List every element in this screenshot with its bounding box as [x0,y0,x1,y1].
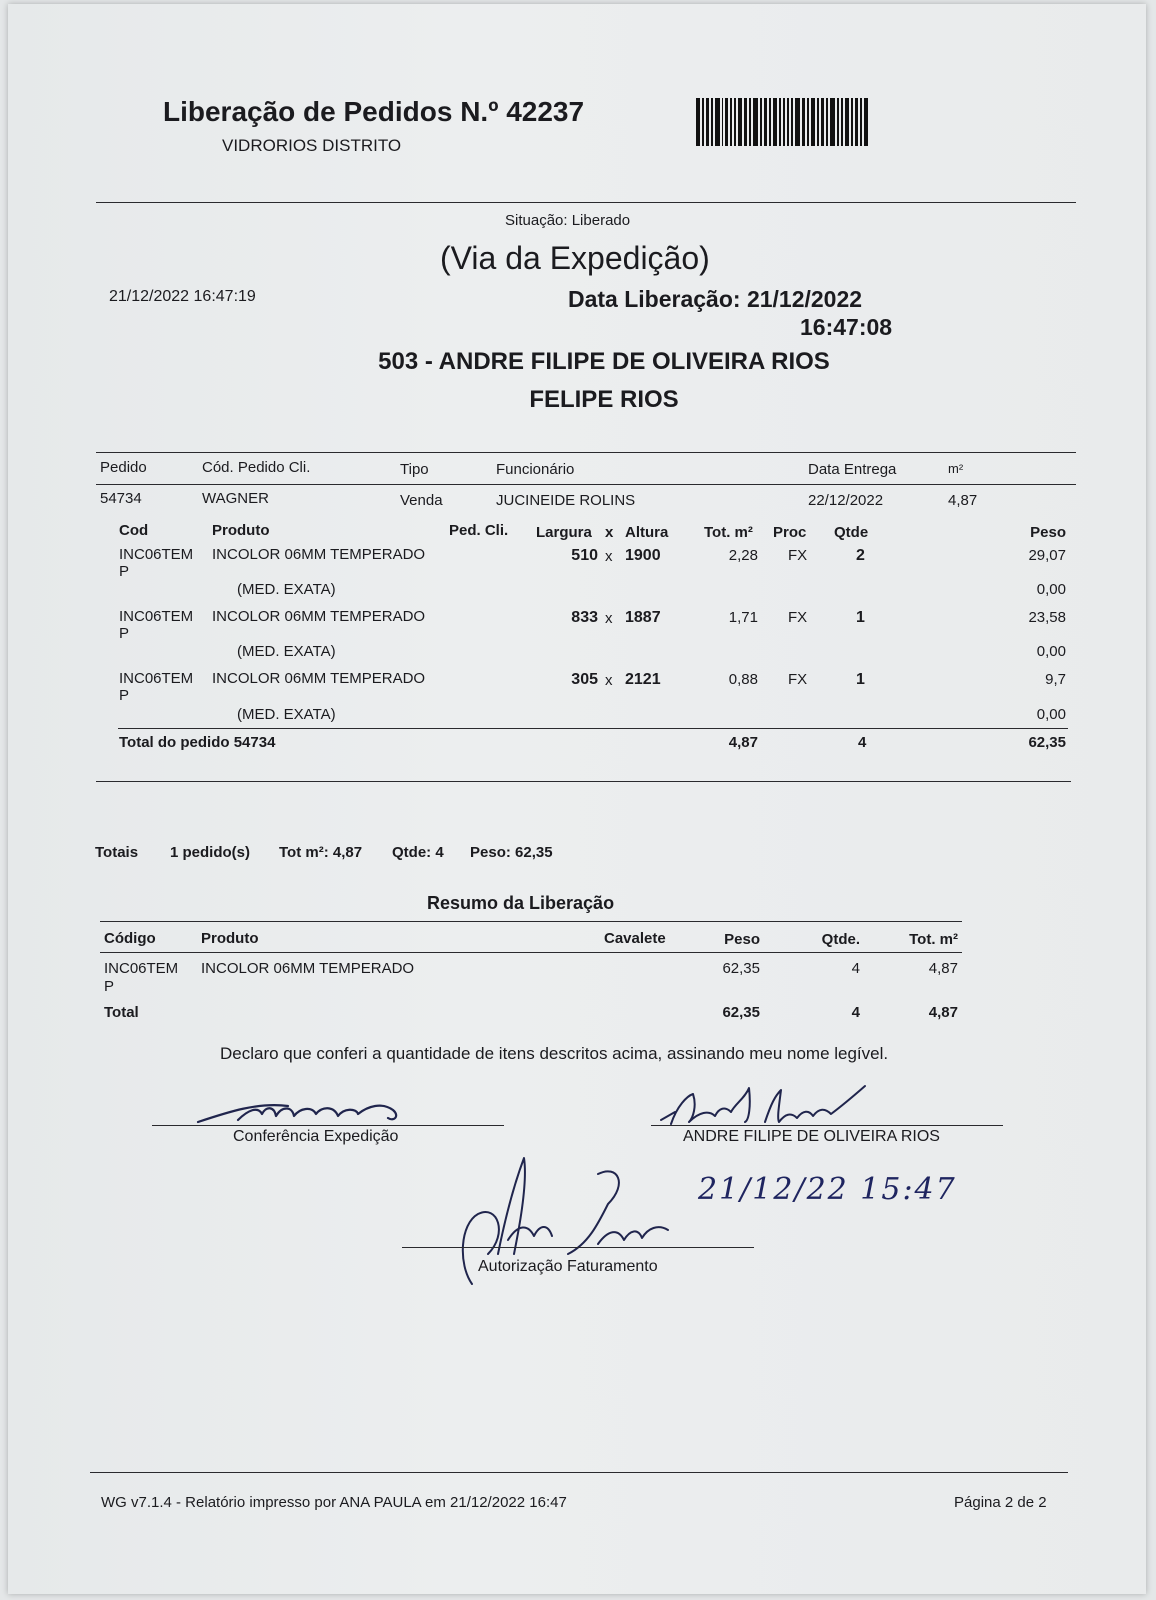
signature-line-left [152,1125,504,1126]
summary-title: Resumo da Liberação [427,893,615,913]
status-text: Situação: Liberado [505,212,631,229]
summary-total-qtde: 4 [851,1004,860,1021]
item-tot-m2: 1,71 [728,609,758,626]
item-largura: 833 [571,609,598,626]
summary-codigo-cont: P [104,978,115,995]
item-sub-peso: 0,00 [1036,643,1066,660]
order-tipo: Venda [400,492,443,509]
order-m2: 4,87 [948,492,978,509]
summary-codigo: INC06TEM [104,960,179,977]
signature-line-bottom [402,1247,754,1248]
copy-label: (Via da Expedição) [440,240,710,276]
summary-header-rule [100,952,962,953]
summary-qtde: 4 [851,960,860,977]
totals-pedidos: 1 pedido(s) [170,844,251,861]
item-cod-cont: P [119,625,130,642]
item-x: x [605,610,613,627]
order-table-top-rule [96,452,1076,453]
item-cod: INC06TEM [119,670,194,687]
order-total-label: Total do pedido 54734 [119,734,276,751]
footer-print-info: WG v7.1.4 - Relatório impresso por ANA PAULA em 21/12/2022 16:47 [101,1494,567,1511]
order-funcionario: JUCINEIDE ROLINS [496,492,636,509]
authorization-signature [448,1144,688,1304]
item-proc: FX [788,609,808,626]
footer-rule [90,1472,1068,1473]
item-peso: 9,7 [1045,671,1066,688]
summary-col-produto: Produto [201,930,259,947]
handwritten-date: 21/12/22 15:47 [698,1172,957,1207]
col-cod-pedido-cli: Cód. Pedido Cli. [202,459,311,476]
item-tot-m2: 2,28 [728,547,758,564]
items-col-produto: Produto [212,522,270,539]
signature-line-right [651,1125,1003,1126]
summary-col-codigo: Código [104,930,156,947]
item-qtde: 1 [856,609,865,626]
item-sub-peso: 0,00 [1036,706,1066,723]
client-line: 503 - ANDRE FILIPE DE OLIVEIRA RIOS [378,348,830,375]
item-cod-cont: P [119,687,130,704]
item-produto: INCOLOR 06MM TEMPERADO [212,546,426,563]
order-total-peso: 62,35 [1028,734,1066,751]
col-tipo: Tipo [400,461,429,478]
items-col-proc: Proc [773,524,807,541]
item-proc: FX [788,671,808,688]
item-cod: INC06TEM [119,546,194,563]
summary-peso: 62,35 [722,960,760,977]
item-qtde: 2 [856,547,865,564]
order-section-end-rule [96,781,1071,782]
summary-total-m2: 4,87 [928,1004,958,1021]
report-title: Liberação de Pedidos N.º 42237 [163,96,585,127]
client-name: FELIPE RIOS [529,386,679,413]
footer-page-number: Página 2 de 2 [954,1494,1047,1511]
expedition-signature [188,1092,438,1132]
release-time: 16:47:08 [800,314,893,340]
signature-label-bottom: Autorização Faturamento [478,1258,658,1275]
order-pedido: 54734 [100,490,142,507]
item-altura: 1887 [625,609,661,626]
barcode [696,98,870,146]
summary-col-qtde: Qtde. [821,931,860,948]
summary-total-label: Total [104,1004,139,1021]
header-divider [96,202,1076,203]
declaration-text: Declaro que conferi a quantidade de itens descritos acima, assinando meu nome legível. [220,1044,889,1063]
item-x: x [605,672,613,689]
totals-m2: Tot m²: 4,87 [279,844,363,861]
items-col-largura: Largura [536,524,592,541]
item-produto: INCOLOR 06MM TEMPERADO [212,670,426,687]
item-sub: (MED. EXATA) [237,581,336,598]
item-largura: 510 [571,547,598,564]
item-proc: FX [788,547,808,564]
item-cod-cont: P [119,563,130,580]
release-date: Data Liberação: 21/12/2022 [568,286,863,312]
totals-peso: Peso: 62,35 [470,844,553,861]
item-largura: 305 [571,671,598,688]
order-data-entrega: 22/12/2022 [808,492,884,509]
item-sub: (MED. EXATA) [237,643,336,660]
order-total-qtde: 4 [858,734,867,751]
items-col-qtde: Qtde [834,524,869,541]
item-produto: INCOLOR 06MM TEMPERADO [212,608,426,625]
summary-col-tot-m2: Tot. m² [909,931,958,948]
item-sub-peso: 0,00 [1036,581,1066,598]
summary-col-peso: Peso [724,931,760,948]
client-signature [653,1076,893,1136]
summary-top-rule [100,921,962,922]
items-col-tot-m2: Tot. m² [704,524,753,541]
summary-total-peso: 62,35 [722,1004,760,1021]
order-total-m2: 4,87 [728,734,758,751]
report-sheet [8,4,1146,1594]
item-altura: 1900 [625,547,661,564]
summary-col-cavalete: Cavalete [604,930,666,947]
items-col-x: x [605,524,614,541]
item-peso: 23,58 [1028,609,1066,626]
items-col-cod: Cod [119,522,149,539]
summary-produto: INCOLOR 06MM TEMPERADO [201,960,415,977]
totals-qtde: Qtde: 4 [392,844,444,861]
order-cod-cli: WAGNER [202,490,269,507]
company-name: VIDRORIOS DISTRITO [222,136,402,155]
col-pedido: Pedido [100,459,147,476]
items-col-peso: Peso [1030,524,1066,541]
printed-timestamp: 21/12/2022 16:47:19 [109,288,256,305]
col-m2: m² [948,461,964,476]
item-qtde: 1 [856,671,865,688]
item-peso: 29,07 [1028,547,1066,564]
signature-label-left: Conferência Expedição [233,1128,399,1145]
items-col-ped-cli: Ped. Cli. [449,522,509,539]
item-sub: (MED. EXATA) [237,706,336,723]
items-total-rule [118,728,1068,729]
item-tot-m2: 0,88 [728,671,758,688]
items-col-altura: Altura [625,524,669,541]
totals-label: Totais [95,844,139,861]
summary-tot-m2: 4,87 [928,960,958,977]
item-altura: 2121 [625,671,661,688]
item-cod: INC06TEM [119,608,194,625]
order-table-header-rule [96,484,1076,485]
signature-label-right: ANDRE FILIPE DE OLIVEIRA RIOS [683,1128,940,1145]
item-x: x [605,548,613,565]
col-data-entrega: Data Entrega [808,461,897,478]
col-funcionario: Funcionário [496,461,575,478]
